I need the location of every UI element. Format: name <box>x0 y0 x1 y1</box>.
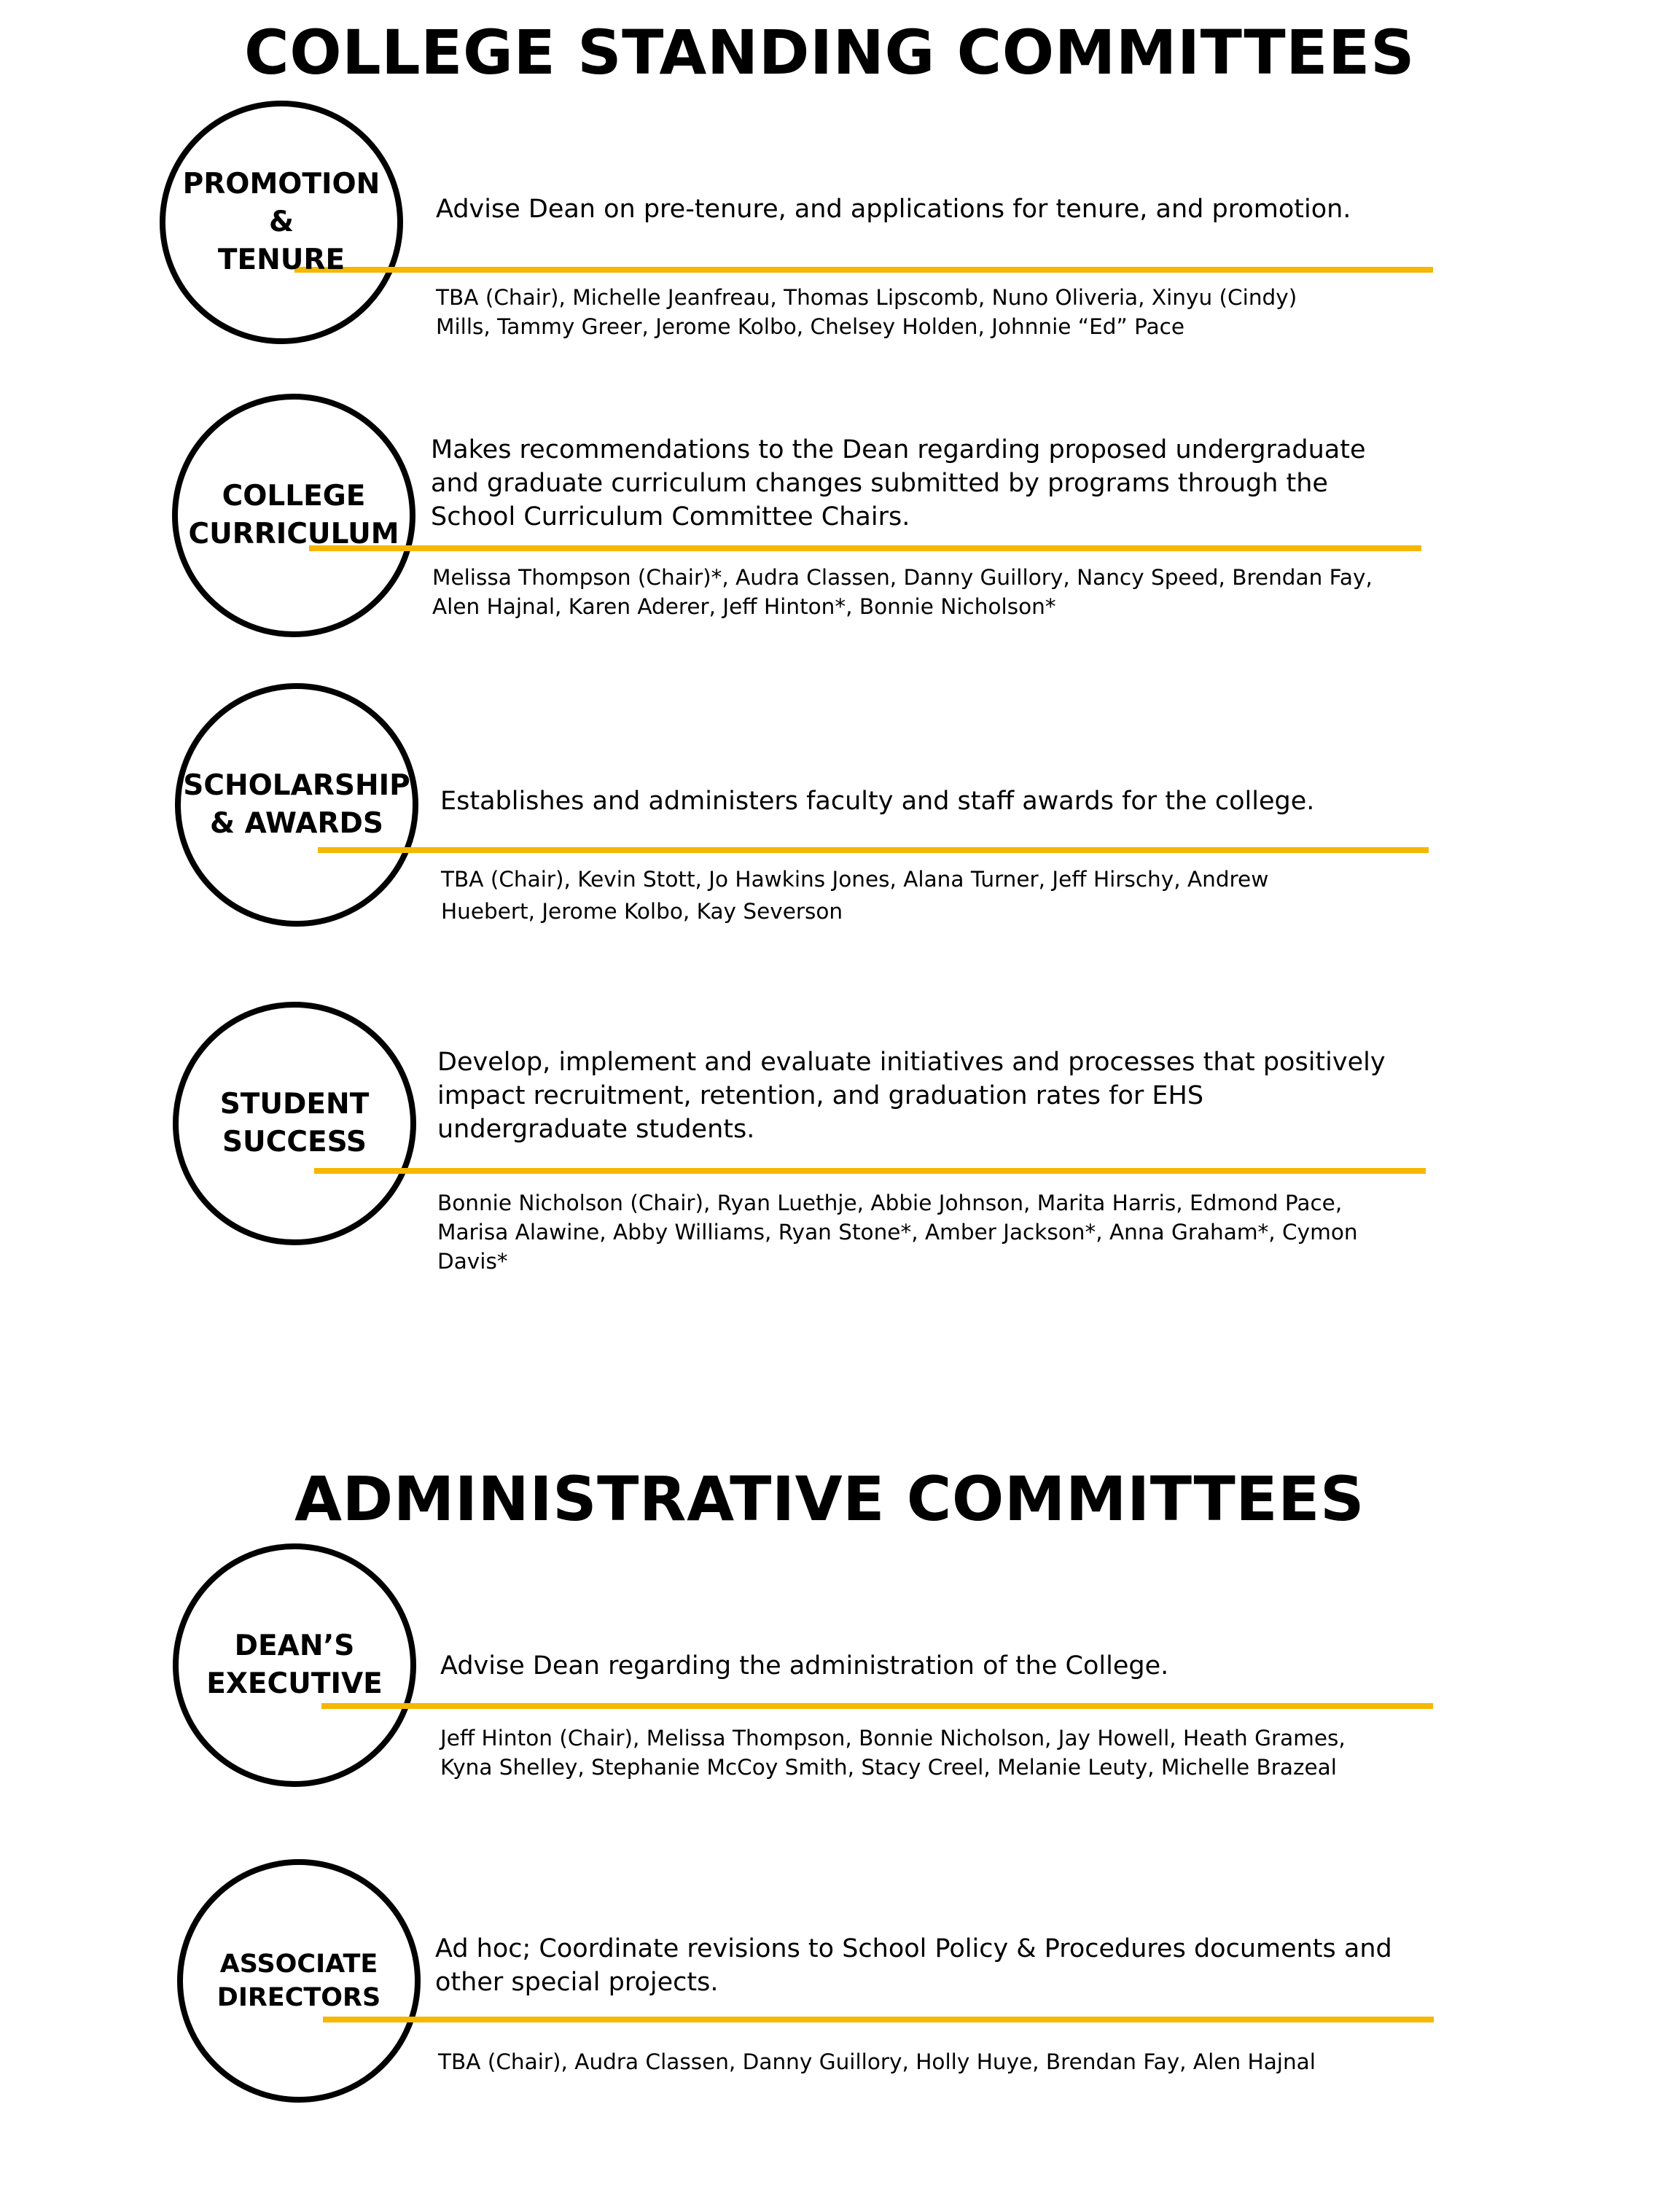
committee-description: Establishes and administers faculty and staff awards for the college. <box>440 787 1315 816</box>
committee-name: PROMOTION & TENURE <box>182 168 380 276</box>
committee-circle <box>173 1543 416 1787</box>
committee-circle <box>160 101 403 344</box>
committee-description: Makes recommendations to the Dean regarding proposed undergraduate and graduate curriculum changes submitted by programs through the School Curriculum Committee Chairs. <box>431 435 1366 531</box>
section-heading-administrative: ADMINISTRATIVE COMMITTEES <box>294 1463 1365 1535</box>
committee-members: Melissa Thompson (Chair)*, Audra Classen, Danny Guillory, Nancy Speed, Brendan Fay, Alen Hajnal, Karen Aderer, Jeff Hinton*, Bonnie Nicholson* <box>432 565 1373 619</box>
accent-rule <box>314 1168 1426 1174</box>
committee-members: TBA (Chair), Audra Classen, Danny Guillory, Holly Huye, Brendan Fay, Alen Hajnal <box>438 2049 1316 2074</box>
committee-name: DEAN’S EXECUTIVE <box>206 1629 383 1700</box>
committee-description: Ad hoc; Coordinate revisions to School Policy & Procedures documents and other special projects. <box>435 1934 1392 1997</box>
committee-name: COLLEGE CURRICULUM <box>188 480 399 550</box>
committee-members: Jeff Hinton (Chair), Melissa Thompson, Bonnie Nicholson, Jay Howell, Heath Grames, Kyna Shelley, Stephanie McCoy Smith, Stacy Creel, Melanie Leuty, Michelle Brazeal <box>440 1726 1346 1780</box>
committee-circle <box>177 1859 421 2103</box>
committee-circle <box>172 394 415 637</box>
committee-circle <box>175 683 418 927</box>
committee-description: Advise Dean regarding the administration of the College. <box>440 1651 1169 1681</box>
committee-name: STUDENT SUCCESS <box>219 1088 370 1158</box>
accent-rule <box>321 1703 1433 1709</box>
committee-name: ASSOCIATE DIRECTORS <box>216 1950 381 2012</box>
committee-members: TBA (Chair), Michelle Jeanfreau, Thomas Lipscomb, Nuno Oliveria, Xinyu (Cindy) Mills, Tammy Greer, Jerome Kolbo, Chelsey Holden, Johnnie “Ed” Pace <box>436 285 1297 339</box>
accent-rule <box>294 267 1433 273</box>
committee-members: Bonnie Nicholson (Chair), Ryan Luethje, Abbie Johnson, Marita Harris, Edmond Pace, Marisa Alawine, Abby Williams, Ryan Stone*, Amber Jackson*, Anna Graham*, Cymon Davis* <box>437 1191 1358 1274</box>
accent-rule <box>323 2017 1434 2022</box>
committee-description: Develop, implement and evaluate initiatives and processes that positively impact recruitment, retention, and graduation rates for EHS undergraduate students. <box>437 1048 1386 1144</box>
accent-rule <box>309 545 1421 551</box>
committee-circle <box>173 1002 416 1245</box>
committee-name: SCHOLARSHIP & AWARDS <box>183 769 410 840</box>
section-heading-standing: COLLEGE STANDING COMMITTEES <box>244 17 1415 88</box>
committee-description: Advise Dean on pre-tenure, and applications for tenure, and promotion. <box>436 195 1351 224</box>
committee-members: TBA (Chair), Kevin Stott, Jo Hawkins Jones, Alana Turner, Jeff Hirschy, Andrew Huebert, Jerome Kolbo, Kay Severson <box>441 867 1269 924</box>
accent-rule <box>318 847 1429 853</box>
